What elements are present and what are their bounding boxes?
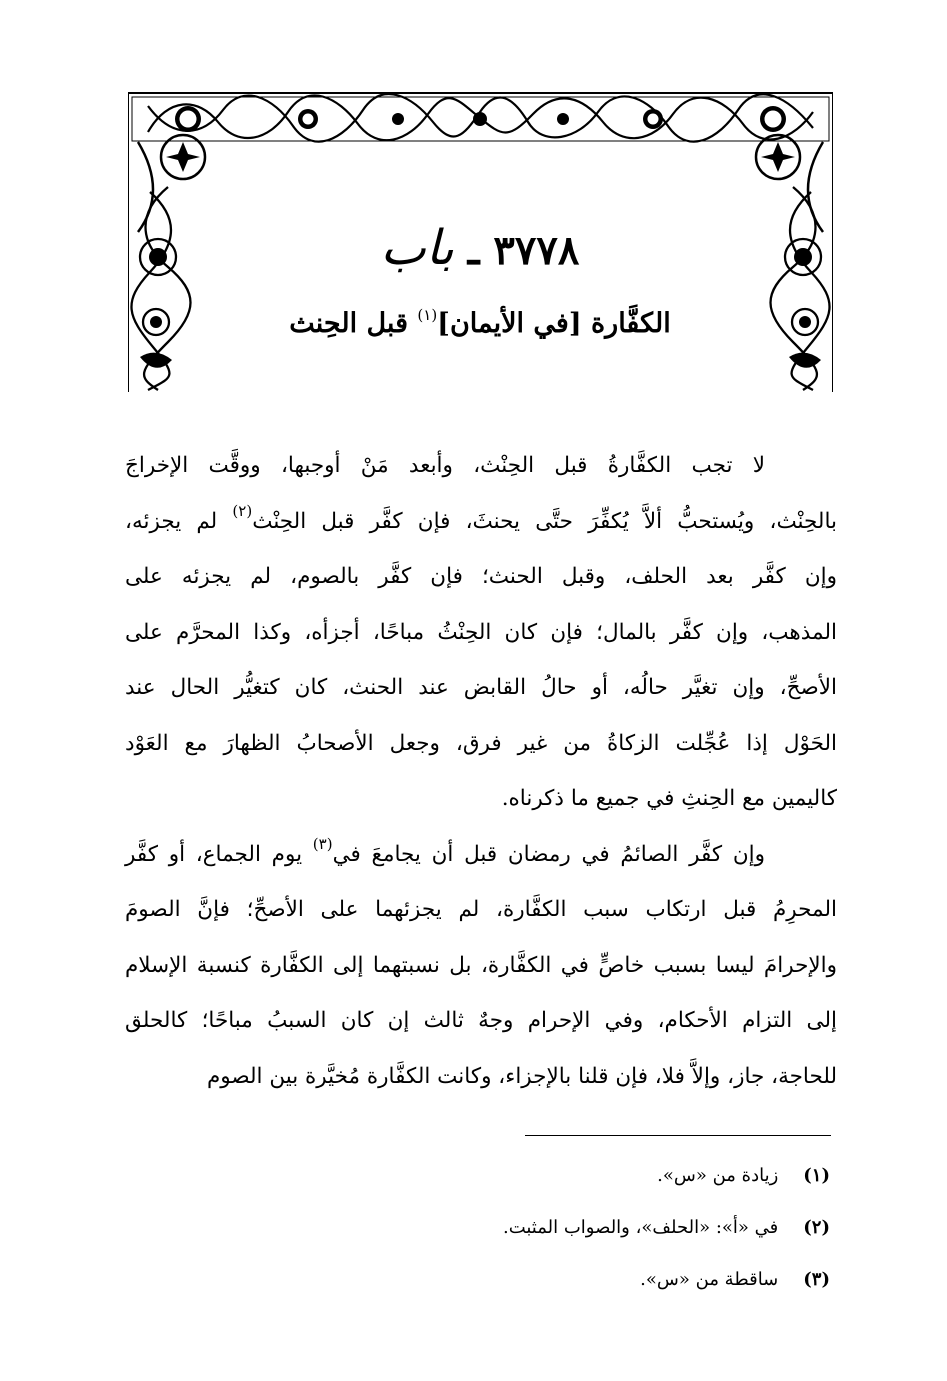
text-line: بالحِنْث، ويُستحبُّ ألاَّ يُكفِّرَ حتَّى يحنثَ، فإن كفَّر قبل الحِنْث$^{(٢)}$ لم يجزئه، [125, 501, 838, 534]
chapter-separator: ـ [467, 227, 480, 274]
footnote-number: (٣) [803, 1269, 830, 1290]
text-line: وإن كفَّر الصائمُ في رمضان قبل أن يجامعَ في$^{(٣)}$ يوم الجماع، أو كفَّر [125, 834, 765, 867]
footnote-text: في «أ»: «الحلف»، والصواب المثبت. [502, 1217, 784, 1238]
text-line: لا تجب الكفَّارةُ قبل الحِنْث، وأبعد مَنْ أوجبها، ووقَّت الإخراجَ [125, 453, 765, 478]
footnote-item [300, 1254, 830, 1306]
body-text [125, 438, 837, 1104]
text-line: الأصحِّ، وإن تغيَّر حالُه، أو حالُ القابض عند الحنث، كان كتغيُّر الحال عند [125, 675, 837, 700]
text-line: إلى التزام الأحكام، وفي الإحرام وجهٌ ثالث إن كان السببُ مباحًا؛ كالحلق [125, 1008, 837, 1033]
footnotes [300, 1150, 830, 1306]
text-line: للحاجة، جاز، وإلاَّ فلا، فإن قلنا بالإجزاء، وكانت الكفَّارة مُخيَّرة بين الصوم [206, 1063, 837, 1089]
footnote-ref-1: (١) [417, 306, 438, 324]
footnote-number: (١) [803, 1165, 830, 1186]
chapter-word-bab: باب [380, 220, 454, 276]
text-line: كاليمين مع الحِنثِ في جميع ما ذكرناه. [501, 786, 837, 811]
paragraph [125, 438, 837, 827]
chapter-title-part2: قبل الحِنث [289, 308, 408, 339]
footnote-item [300, 1150, 830, 1202]
text-line: المحرِمُ قبل ارتكاب سبب الكفَّارة، لم يجزئهما على الأصحِّ؛ فإنَّ الصومَ [125, 897, 837, 922]
paragraph [125, 827, 837, 1105]
footnote-ref: (٢) [232, 501, 253, 520]
text-line: والإحرامَ ليسا بسبب خاصٍّ في الكفَّارة، بل نسبتهما إلى الكفَّارة كنسبة الإسلام [125, 952, 837, 978]
chapter-title-part1: الكفَّارة [في الأيمان] [437, 308, 671, 339]
footnote-item [300, 1202, 830, 1254]
text-line: وإن كفَّر بعد الحلف، وقبل الحنث؛ فإن كفَّر بالصوم، لم يجزئه على [125, 564, 837, 589]
chapter-heading [190, 218, 770, 281]
footnote-divider [525, 1135, 831, 1136]
chapter-number: ٣٧٧٨ [493, 227, 580, 274]
chapter-title [190, 302, 770, 346]
text-line: الحَوْل إذا عُجِّلت الزكاةُ من غير فرق، وجعل الأصحابُ الظهارَ مع العَوْد [125, 730, 837, 756]
footnote-text: ساقطة من «س». [640, 1269, 784, 1290]
footnote-ref: (٣) [312, 834, 333, 853]
footnote-number: (٢) [803, 1217, 830, 1238]
footnote-text: زيادة من «س». [657, 1165, 784, 1186]
text-line: المذهب، وإن كفَّر بالمال؛ فإن كان الحِنْثُ مباحًا، أجزأه، وكذا المحرَّم على [125, 619, 837, 645]
